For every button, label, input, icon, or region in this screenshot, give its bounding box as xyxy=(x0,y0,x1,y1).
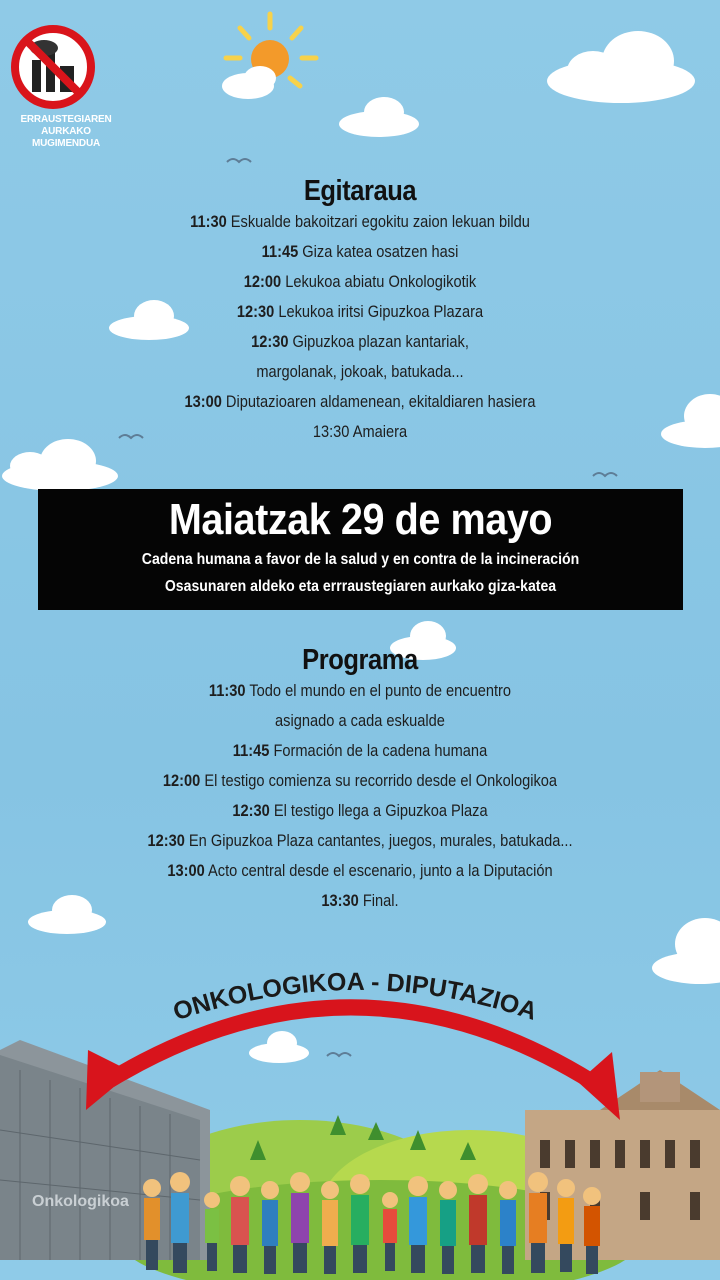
logo-line: ERRAUSTEGIAREN xyxy=(20,114,112,125)
cloud xyxy=(336,94,422,138)
diputazioa-building xyxy=(525,1070,720,1260)
egitaraua-title: Egitaraua xyxy=(303,175,417,207)
cloud xyxy=(543,26,698,106)
arrow-head-right xyxy=(578,1052,620,1120)
schedule-line: 11:45 Giza katea osatzen hasi xyxy=(261,242,459,261)
building-sign: Onkologikoa xyxy=(32,1193,129,1210)
sun-illustration xyxy=(218,10,328,110)
programa-section xyxy=(0,643,720,916)
schedule-line: 11:30 Todo el mundo en el punto de encuentro xyxy=(208,681,512,700)
bird xyxy=(226,156,252,166)
schedule-line: 11:30 Eskualde bakoitzari egokitu zaion lekuan bildu xyxy=(190,212,530,231)
date-banner xyxy=(38,489,683,610)
banner-subtitle-es: Cadena humana a favor de la salud y en contra de la incineración xyxy=(141,551,580,568)
organization-logo xyxy=(6,22,116,149)
schedule-line: 13:00 Acto central desde el escenario, junto a la Diputación xyxy=(167,861,553,880)
no-incinerator-icon xyxy=(8,22,98,112)
logo-caption xyxy=(6,114,126,150)
schedule-line: 13:30 Amaiera xyxy=(312,422,408,441)
programa-title: Programa xyxy=(302,644,418,676)
schedule-line: 11:45 Formación de la cadena humana xyxy=(232,741,488,760)
schedule-line: 12:30 Gipuzkoa plazan kantariak, xyxy=(251,332,469,351)
schedule-line: 12:00 Lekukoa abiatu Onkologikotik xyxy=(243,272,477,291)
schedule-line: margolanak, jokoak, batukada... xyxy=(256,362,464,381)
bird xyxy=(592,470,618,480)
schedule-line: 12:00 El testigo comienza su recorrido desde el Onkologikoa xyxy=(162,771,558,790)
schedule-line: 12:30 En Gipuzkoa Plaza cantantes, juegos, murales, batukada... xyxy=(147,831,573,850)
schedule-line: 13:00 Diputazioaren aldamenean, ekitaldiaren hasiera xyxy=(184,392,536,411)
schedule-line: 13:30 Final. xyxy=(321,891,399,910)
event-date: Maiatzak 29 de mayo xyxy=(168,495,553,544)
bottom-illustration xyxy=(0,960,720,1280)
logo-line: AURKAKO MUGIMENDUA xyxy=(32,126,100,149)
route-label: ONKOLOGIKOA - DIPUTAZIOA xyxy=(169,967,541,1027)
schedule-line: 12:30 El testigo llega a Gipuzkoa Plaza xyxy=(232,801,488,820)
schedule-line: 12:30 Lekukoa iritsi Gipuzkoa Plazara xyxy=(236,302,484,321)
egitaraua-section xyxy=(0,174,720,447)
schedule-line: asignado a cada eskualde xyxy=(275,711,445,730)
banner-subtitle-eu: Osasunaren aldeko eta errraustegiaren aurkako giza-katea xyxy=(164,578,557,595)
